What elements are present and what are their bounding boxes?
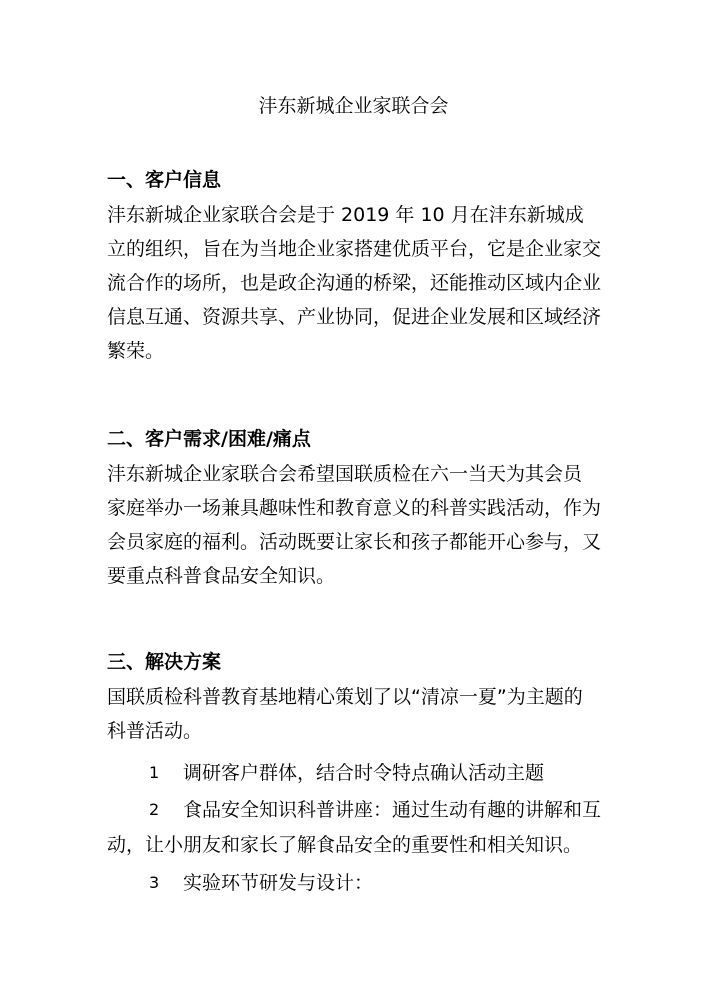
paragraph-line: 沣东新城企业家联合会希望国联质检在六一当天为其会员 [107, 463, 583, 485]
list-number: 2 [149, 800, 160, 819]
section-paragraph-customer-info [107, 198, 601, 368]
list-text: 实验环节研发与设计： [183, 872, 374, 894]
list-item [0, 756, 707, 790]
list-item [0, 793, 707, 827]
list-number: 3 [149, 873, 160, 892]
paragraph-line: 繁荣。 [107, 340, 165, 362]
section-heading-customer-info: 一、客户信息 [107, 169, 222, 191]
list-item-continuation: 动，让小朋友和家长了解食品安全的重要性和相关知识。 [107, 834, 583, 856]
paragraph-line: 流合作的场所，也是政企沟通的桥梁，还能推动区域内企业 [107, 272, 602, 294]
list-number: 1 [149, 763, 160, 782]
paragraph-line: 沣东新城企业家联合会是于 2019 年 10 月在沣东新城成 [107, 204, 584, 226]
paragraph-line: 信息互通、资源共享、产业协同，促进企业发展和区域经济 [107, 306, 602, 328]
list-text: 食品安全知识科普讲座：通过生动有趣的讲解和互 [183, 799, 602, 821]
section-paragraph-solution [107, 680, 601, 748]
paragraph-line: 会员家庭的福利。活动既要让家长和孩子都能开心参与，又 [107, 531, 602, 553]
paragraph-line: 要重点科普食品安全知识。 [107, 565, 336, 587]
paragraph-line: 家庭举办一场兼具趣味性和教育意义的科普实践活动，作为 [107, 497, 602, 519]
paragraph-line: 国联质检科普教育基地精心策划了以“清凉一夏”为主题的 [107, 686, 583, 708]
document-title: 沣东新城企业家联合会 [258, 95, 449, 117]
section-heading-customer-needs: 二、客户需求/困难/痛点 [107, 428, 311, 450]
paragraph-line: 科普活动。 [107, 720, 203, 742]
section-paragraph-customer-needs [107, 457, 601, 593]
section-heading-solution: 三、解决方案 [107, 651, 222, 673]
list-text: 调研客户群体，结合时令特点确认活动主题 [183, 762, 545, 784]
paragraph-line: 立的组织，旨在为当地企业家搭建优质平台，它是企业家交 [107, 238, 602, 260]
list-item [0, 866, 707, 900]
